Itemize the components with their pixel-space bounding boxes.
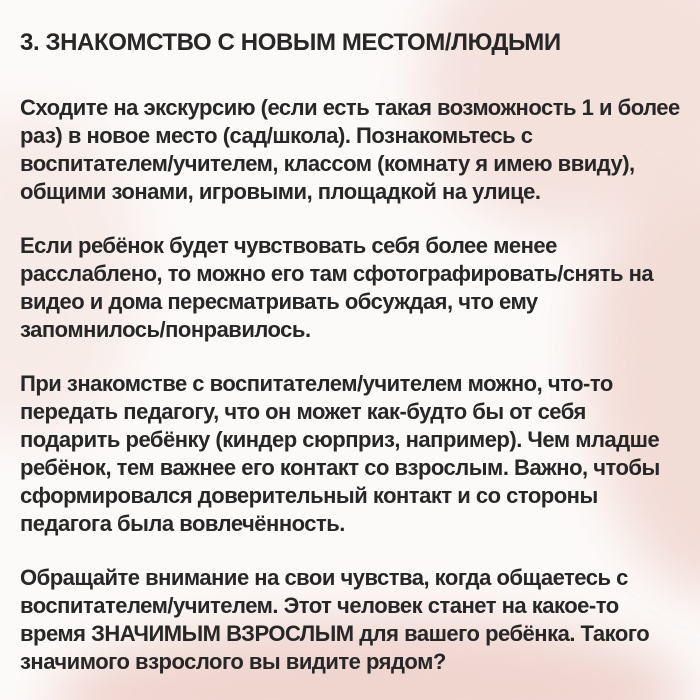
paragraph-teacher-gift: При знакомстве с воспитателем/учителем можно, что-то передать педагогу, что он может как-будто бы от себя подарить ребёнку (киндер сюрприз, например). Чем младше ребёнок, тем важнее его контакт со взрослым. Важно, чтобы сформировался доверительный контакт и со стороны педагога была вовлечённость.	[20, 371, 660, 536]
paragraph-excursion: Сходите на экскурсию (если есть такая возможность 1 и более раз) в новое место (сад/школа). Познакомьтесь с воспитателем/учителем, классом (комнату я имею ввиду), общими зонами, игровыми, площадкой на улице.	[20, 95, 680, 204]
paragraph-photo-video: Если ребёнок будет чувствовать себя более менее расслаблено, то можно его там сфотографировать/снять на видео и дома пересматривать обсуждая, что ему запомнилось/понравилось.	[20, 233, 654, 342]
paragraph-feelings-question: Обращайте внимание на свои чувства, когда общаетесь с воспитателем/учителем. Этот человек станет на какое-то время ЗНАЧИМЫМ ВЗРОСЛЫМ для вашего ребёнка. Такого значимого взрослого вы видите рядом?	[20, 565, 650, 674]
page-title: 3. ЗНАКОМСТВО С НОВЫМ МЕСТОМ/ЛЮДЬМИ	[20, 29, 561, 56]
